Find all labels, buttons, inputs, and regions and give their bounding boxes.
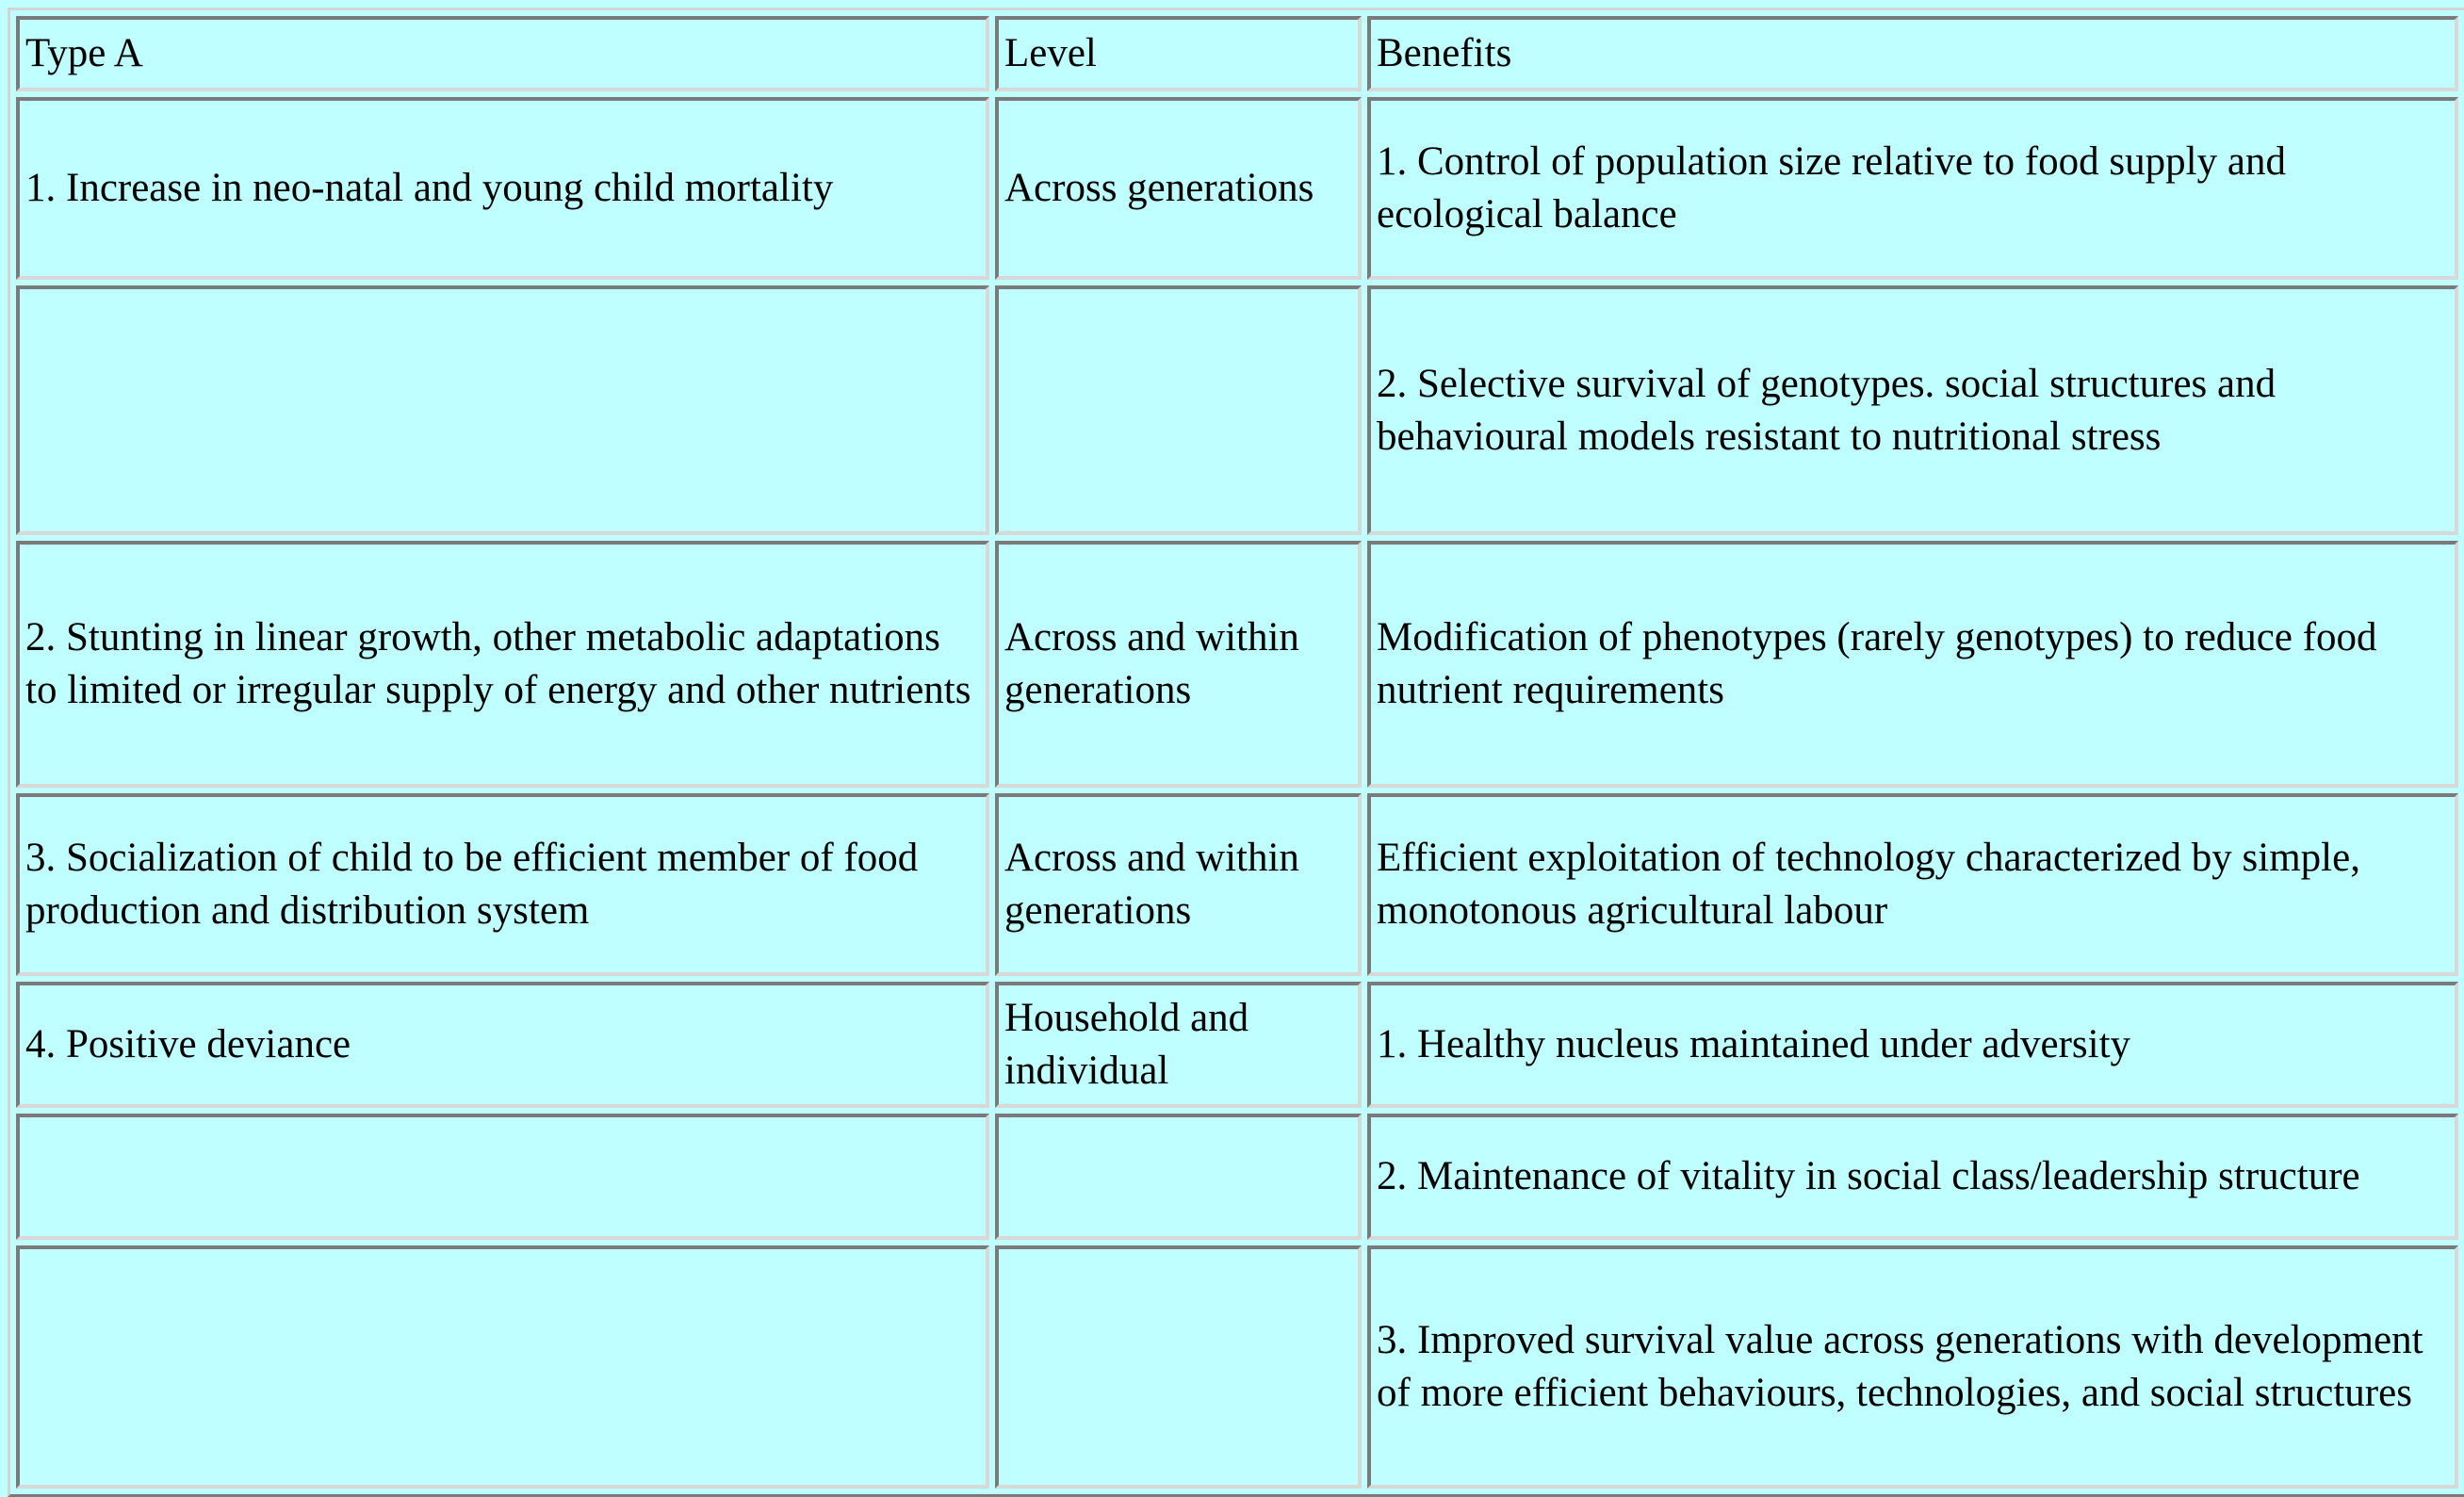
header-row <box>16 16 2458 91</box>
header-benefits: Benefits <box>1367 16 2458 91</box>
cell-level: Across and within generations <box>995 541 1362 788</box>
cell-type <box>16 285 989 535</box>
cell-benefits: 1. Control of population size relative to food supply and ecological balance <box>1367 97 2458 280</box>
header-type: Type A <box>16 16 989 91</box>
table-row <box>16 982 2458 1108</box>
table-row <box>16 1245 2458 1489</box>
benefits-table <box>8 8 2464 1497</box>
cell-benefits: 1. Healthy nucleus maintained under adversity <box>1367 982 2458 1108</box>
cell-benefits: Modification of phenotypes (rarely genotypes) to reduce food nutrient requirements <box>1367 541 2458 788</box>
cell-type <box>16 1114 989 1240</box>
cell-benefits: 2. Maintenance of vitality in social class/leadership structure <box>1367 1114 2458 1240</box>
table-row <box>16 97 2458 280</box>
cell-benefits: 3. Improved survival value across generations with development of more efficient behaviours, technologies, and social structures <box>1367 1245 2458 1489</box>
cell-benefits: Efficient exploitation of technology characterized by simple, monotonous agricultural labour <box>1367 793 2458 976</box>
table-row <box>16 285 2458 535</box>
cell-type <box>16 1245 989 1489</box>
cell-type: 1. Increase in neo-natal and young child mortality <box>16 97 989 280</box>
cell-level: Household and individual <box>995 982 1362 1108</box>
cell-level <box>995 1245 1362 1489</box>
cell-level: Across and within generations <box>995 793 1362 976</box>
cell-level: Across generations <box>995 97 1362 280</box>
header-level: Level <box>995 16 1362 91</box>
cell-type: 4. Positive deviance <box>16 982 989 1108</box>
cell-benefits: 2. Selective survival of genotypes. social structures and behavioural models resistant to nutritional stress <box>1367 285 2458 535</box>
table-row <box>16 793 2458 976</box>
cell-type: 2. Stunting in linear growth, other metabolic adaptations to limited or irregular supply of energy and other nutrients <box>16 541 989 788</box>
cell-level <box>995 1114 1362 1240</box>
cell-type: 3. Socialization of child to be efficient member of food production and distribution system <box>16 793 989 976</box>
cell-level <box>995 285 1362 535</box>
table-row <box>16 541 2458 788</box>
table-row <box>16 1114 2458 1240</box>
